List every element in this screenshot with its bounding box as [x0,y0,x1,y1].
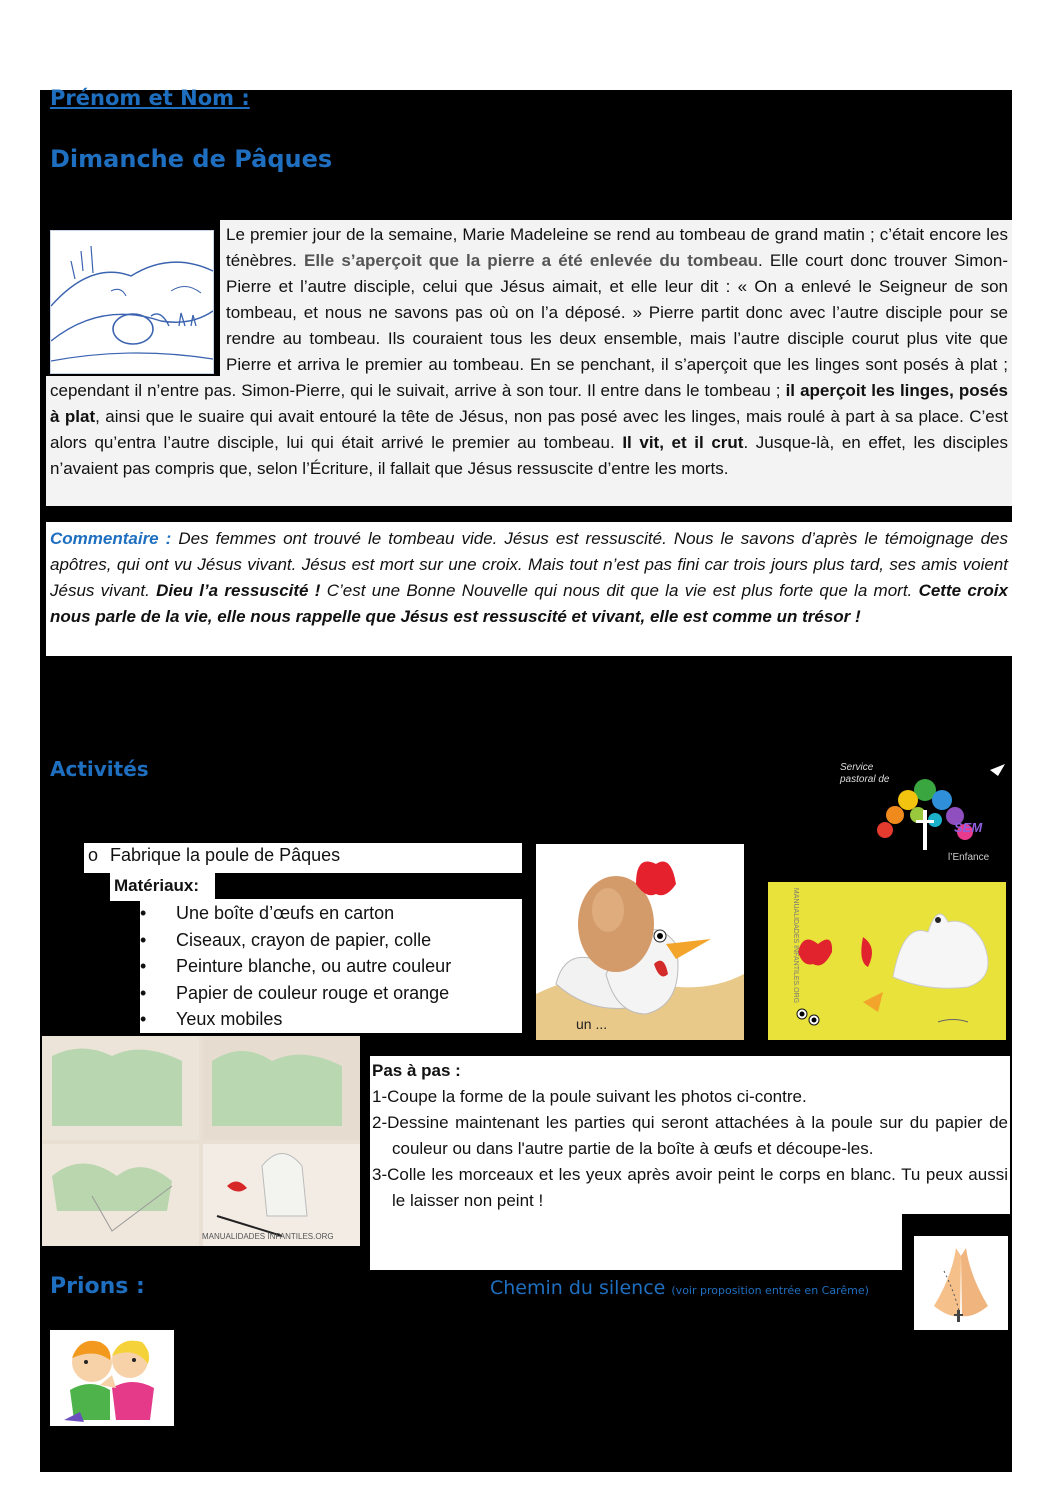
list-item: • Une boîte d’œufs en carton [140,900,451,927]
gospel-part-1: Le premier jour de la semaine, Marie Madeleine se rend au tombeau de grand matin ; c’était encore les ténèbres. [226,225,1008,270]
step-item: 2-Dessine maintenant les parties qui seront attachées à la poule sur du papier de couleur ou dans l'autre partie de la boîte à œufs et découpe-les. [372,1113,1008,1158]
steps-label: Pas à pas : [372,1061,461,1080]
activity-item [88,845,340,866]
hen-parts-photo [768,882,1006,1040]
commentary-text [50,526,1008,630]
activity-item-label: Fabrique la poule de Pâques [110,845,341,865]
egg-sign: un ... [576,1016,608,1032]
list-item: • Yeux mobiles [140,1006,451,1033]
commentary-part-1: Des femmes ont trouvé le tombeau vide. Jésus est ressuscité. Nous le savons d’après le témoignage des apôtres, qui ont vu Jésus vivant. Jésus est mort sur une croix. Mais tout n’est pas fini car trois jours plus tard, ses amis voient Jésus vivant. [50,529,1008,600]
gospel-emphasis-3: Il vit, et il crut [622,433,744,452]
steps-box-bottom [370,1214,902,1270]
commentary-emphasis-1: Dieu l’a ressuscité ! [156,581,321,600]
gospel-text [50,222,1008,482]
list-item: • Papier de couleur rouge et orange [140,980,451,1007]
step-item: 1-Coupe la forme de la poule suivant les photos ci-contre. [372,1087,807,1106]
logo-text-3: SEM [954,820,983,835]
silence-note: (voir proposition entrée en Carême) [671,1284,869,1297]
egg-hen-drawing [536,844,744,1040]
activities-heading: Activités [50,757,149,781]
gospel-part-2: . Elle court donc trouver Simon-Pierre et l’autre disciple, celui que Jésus aimait, et elle leur dit : « On a enlevé le Seigneur de son tombeau, et nous ne savons pas où on l’a déposé. » Pierre partit donc avec l’autre disciple pour se rendre au tombeau. Ils couraient tous les deux ensemble, mais l’autre disciple courut plus vite que Pierre et arriva le premier au tombeau. En se penchant, il s’aperçoit que les linges sont posés à plat ; cependant il n’entre pas. Simon-Pierre, qui le suivait, arrive à son tour. Il entre dans le tombeau ; [50,251,1008,400]
logo-text-2: pastoral de [840,774,890,785]
steps-text [372,1058,1008,1214]
praying-hands-icon [914,1236,1008,1330]
commentary-part-2: C’est une Bonne Nouvelle qui nous dit que la vie est plus forte que la mort. [320,581,919,600]
gospel-emphasis-2: il aperçoit les linges, posés à plat [50,381,1008,426]
list-item: • Ciseaux, crayon de papier, colle [140,927,451,954]
silence-title: Chemin du silence [490,1277,666,1299]
praying-children-image [50,1330,174,1426]
prayer-heading: Prions : [50,1274,145,1299]
page-title: Dimanche de Pâques [50,145,333,173]
step-item: 3-Colle les morceaux et les yeux après avoir peint le corps en blanc. Tu peux aussi le laisser non peint ! [372,1165,1008,1210]
commentary-emphasis-2: Cette croix nous parle de la vie, elle nous rappelle que Jésus est ressuscité et vivant, elle est comme un trésor ! [50,581,1008,626]
name-label: Prénom et Nom : [50,86,250,110]
hen-parts-drawing [768,882,1006,1040]
gospel-part-3: , ainsi que le suaire qui avait entouré la tête de Jésus, non pas posé avec les linges, mais roulé à part à sa place. C’est alors qu’entra l’autre disciple, lui qui était arrivé le premier au tombeau. [50,407,1008,452]
logo-text-1: Service [840,762,874,773]
collage-caption: MANUALIDADES INFANTILES.ORG [202,1232,334,1241]
service-logo [840,760,1010,872]
materials-label: Matériaux: [114,876,200,895]
float-spacer [50,222,226,378]
collage-drawing [42,1036,360,1246]
materials-list [140,900,451,1033]
logo-text-4: l’Enfance [948,852,990,863]
praying-children-drawing [50,1330,174,1426]
egg-hen-photo [536,844,744,1040]
gospel-part-4: . Jusque-là, en effet, les disciples n’avaient pas compris que, selon l’Écriture, il fallait que Jésus ressuscite d’entre les morts. [50,433,1008,478]
list-item: • Peinture blanche, ou autre couleur [140,953,451,980]
steps-photo-collage [42,1036,360,1246]
silence-heading [490,1277,869,1299]
commentary-label: Commentaire : [50,529,172,548]
gospel-emphasis-1: Elle s’aperçoit que la pierre a été enlevée du tombeau [303,251,759,270]
circle-bullet-icon: o [88,845,99,865]
praying-hands-image [914,1236,1008,1330]
photo-caption: MANUALIDADES INFANTILES.ORG [792,887,800,1004]
